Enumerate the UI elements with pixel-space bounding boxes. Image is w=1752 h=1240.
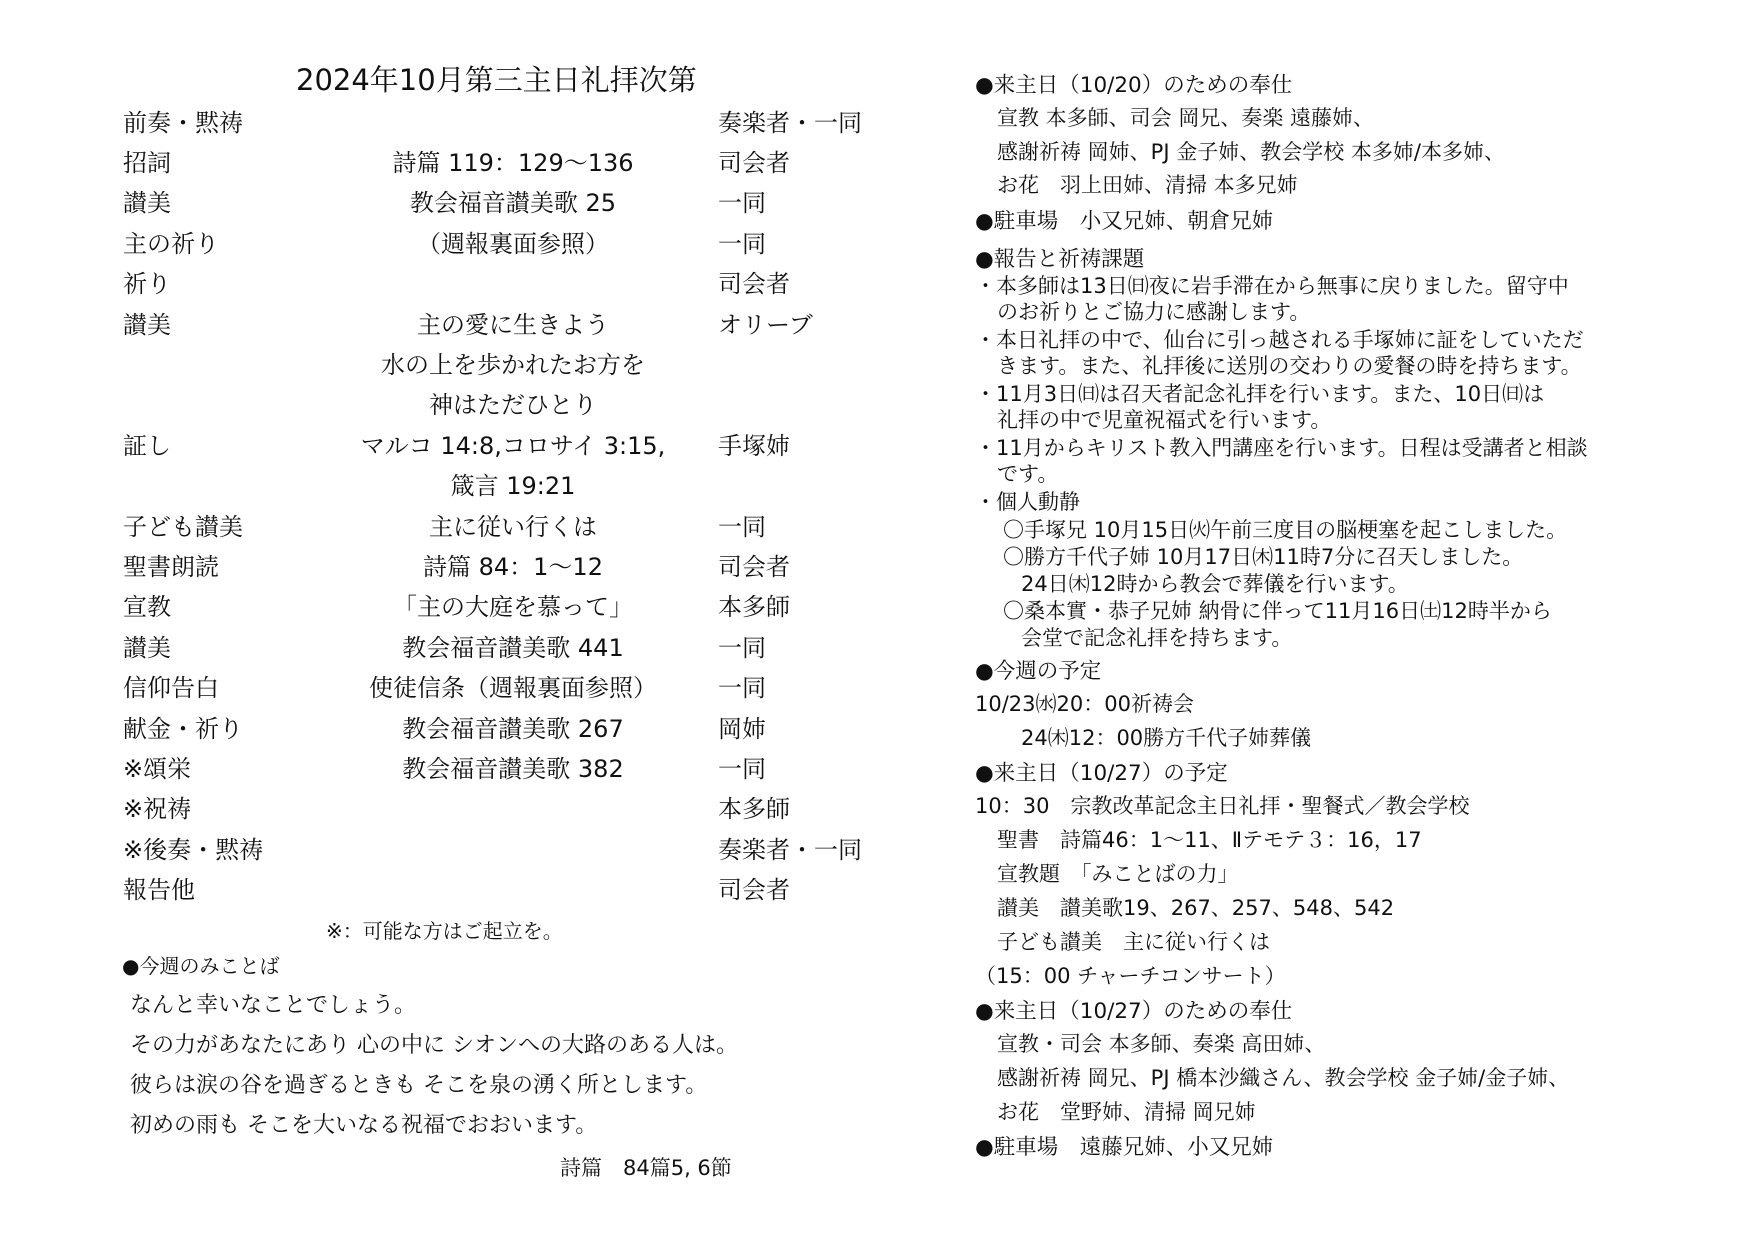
order-content: 教会福音讃美歌 25 xyxy=(409,189,617,218)
order-leader: 一同 xyxy=(718,754,766,783)
schedule-line: 10/23㈬20：00祈祷会 xyxy=(975,692,1194,716)
order-item: ※頌栄 xyxy=(123,754,192,783)
order-row xyxy=(123,787,843,827)
service-1027-line: お花 堂野姉、清掃 岡兄姉 xyxy=(997,1100,1256,1124)
order-content: 詩篇 119：129～136 xyxy=(392,149,634,178)
order-leader: オリーブ xyxy=(718,310,813,339)
verse-line: その力があなたにあり 心の中に シオンへの大路のある人は。 xyxy=(130,1033,738,1058)
report-line: 礼拝の中で児童祝福式を行います。 xyxy=(997,408,1332,432)
order-content: 使徒信条（週報裏面参照） xyxy=(369,674,657,703)
report-line: 会堂で記念礼拝を持ちます。 xyxy=(1021,626,1293,650)
order-item: 前奏・黙祷 xyxy=(123,108,243,137)
order-item: 信仰告白 xyxy=(123,674,219,703)
report-line: 〇勝方千代子姉 10月17日㈭11時7分に召天しました。 xyxy=(1003,545,1524,569)
order-leader: 手塚姉 xyxy=(718,431,790,460)
verse-line: 初めの雨も そこを大いなる祝福でおおいます。 xyxy=(130,1113,598,1138)
order-row xyxy=(123,504,843,544)
order-row xyxy=(123,706,843,746)
order-row xyxy=(123,383,843,423)
next-1027-heading: ●来主日（10/27）の予定 xyxy=(975,761,1228,786)
order-row xyxy=(123,262,843,302)
order-leader: 司会者 xyxy=(718,552,790,581)
weekly-word-heading: ●今週のみことば xyxy=(122,954,280,978)
service-1027-line: 宣教・司会 本多師、奏楽 高田姉、 xyxy=(997,1032,1326,1056)
order-row xyxy=(123,181,843,221)
order-row xyxy=(123,867,843,907)
service-1020-line: 感謝祈祷 岡姉、PJ 金子姉、教会学校 本多姉/本多姉、 xyxy=(997,140,1505,164)
order-item: 子ども讃美 xyxy=(123,512,243,541)
order-leader: 一同 xyxy=(718,633,766,662)
order-content: 主の愛に生きよう xyxy=(417,310,609,339)
order-row xyxy=(123,140,843,180)
report-line: ・本日礼拝の中で、仙台に引っ越される手塚姉に証をしていただ xyxy=(975,328,1584,352)
order-row xyxy=(123,665,843,705)
report-line: です。 xyxy=(997,462,1059,486)
order-leader: 一同 xyxy=(718,229,766,258)
order-of-service xyxy=(123,100,862,908)
week-schedule-heading: ●今週の予定 xyxy=(975,659,1102,684)
order-item: 証し xyxy=(123,431,171,460)
order-leader: 奏楽者・一同 xyxy=(718,108,862,137)
order-leader: 本多師 xyxy=(718,795,790,824)
schedule-line: 24㈭12：00勝方千代子姉葬儀 xyxy=(1021,726,1312,750)
weekly-word-text xyxy=(130,988,830,1148)
order-leader: 奏楽者・一同 xyxy=(718,835,862,864)
report-line: ・11月からキリスト教入門講座を行います。日程は受講者と相談 xyxy=(975,436,1588,460)
order-content: 教会福音讃美歌 441 xyxy=(402,633,624,662)
parking-1: ●駐車場 小又兄姉、朝倉兄姉 xyxy=(975,209,1274,234)
order-content: 教会福音讃美歌 267 xyxy=(402,714,624,743)
order-row xyxy=(123,746,843,786)
next-1027-line: 子ども讃美 主に従い行くは xyxy=(997,930,1270,954)
order-row xyxy=(123,464,843,504)
order-content: マルコ 14:8,コロサイ 3:15, xyxy=(360,431,666,460)
report-line: ・本多師は13日㈰夜に岩手滞在から無事に戻りました。留守中 xyxy=(975,274,1569,298)
order-item: 聖書朗読 xyxy=(123,552,219,581)
next-1027-line: 聖書 詩篇46：1～11、Ⅱテモテ３：16，17 xyxy=(997,828,1422,852)
order-content: 教会福音讃美歌 382 xyxy=(402,754,624,783)
order-row xyxy=(123,423,843,463)
order-leader: 一同 xyxy=(718,189,766,218)
order-leader: 司会者 xyxy=(718,270,790,299)
order-item: ※後奏・黙祷 xyxy=(123,835,264,864)
order-leader: 一同 xyxy=(718,512,766,541)
report-line: ・個人動静 xyxy=(975,490,1080,514)
order-content: 箴言 19:21 xyxy=(450,472,576,501)
order-item: 祈り xyxy=(123,270,171,299)
order-item: 讃美 xyxy=(123,310,171,339)
order-leader: 岡姉 xyxy=(718,714,766,743)
order-content: 詩篇 84：1～12 xyxy=(423,552,603,581)
order-leader: 本多師 xyxy=(718,593,790,622)
report-line: きます。また、礼拝後に送別の交わりの愛餐の時を持ちます。 xyxy=(997,354,1582,378)
report-line: 〇桑本實・恭子兄姉 納骨に伴って11月16日㈯12時半から xyxy=(1003,599,1552,623)
order-content: 主に従い行くは xyxy=(429,512,597,541)
verse-reference: 詩篇 84篇5, 6節 xyxy=(560,1156,732,1180)
order-row xyxy=(123,342,843,382)
order-row xyxy=(123,544,843,584)
service-1020-line: 宣教 本多師、司会 岡兄、奏楽 遠藤姉、 xyxy=(997,106,1375,130)
service-1020-heading: ●来主日（10/20）のための奉仕 xyxy=(975,73,1293,98)
order-content: 「主の大庭を慕って」 xyxy=(393,593,633,622)
parking-2: ●駐車場 遠藤兄姉、小又兄姉 xyxy=(975,1135,1274,1160)
order-content: 神はただひとり xyxy=(429,391,597,420)
report-line: ・11月3日㈰は召天者記念礼拝を行います。また、10日㈰は xyxy=(975,382,1545,406)
order-leader: 一同 xyxy=(718,674,766,703)
order-leader: 司会者 xyxy=(718,149,790,178)
verse-line: 彼らは涙の谷を過ぎるときも そこを泉の湧く所とします。 xyxy=(130,1073,708,1098)
order-item: 報告他 xyxy=(123,876,195,905)
reports-heading: ●報告と祈祷課題 xyxy=(975,247,1145,272)
order-item: 讃美 xyxy=(123,189,171,218)
order-row xyxy=(123,585,843,625)
report-line: 24日㈭12時から教会で葬儀を行います。 xyxy=(1021,572,1409,596)
order-content: 水の上を歩かれたお方を xyxy=(381,351,645,380)
right-page xyxy=(975,0,1735,1240)
service-1027-heading: ●来主日（10/27）のための奉仕 xyxy=(975,999,1293,1024)
order-leader: 司会者 xyxy=(718,876,790,905)
next-1027-line: （15：00 チャーチコンサート） xyxy=(975,964,1286,988)
service-1020-line: お花 羽上田姉、清掃 本多兄姉 xyxy=(997,173,1298,197)
order-row xyxy=(123,100,862,140)
order-row xyxy=(123,827,862,867)
order-row xyxy=(123,302,843,342)
standing-note: ※：可能な方はご起立を。 xyxy=(326,919,563,943)
next-1027-line: 10：30 宗教改革記念主日礼拝・聖餐式／教会学校 xyxy=(975,794,1470,818)
order-item: 招詞 xyxy=(123,149,171,178)
next-1027-line: 宣教題 「みことばの力」 xyxy=(997,862,1239,886)
next-1027-line: 讃美 讃美歌19、267、257、548、542 xyxy=(997,896,1395,920)
verse-line: なんと幸いなことでしょう。 xyxy=(130,993,417,1018)
order-item: 宣教 xyxy=(123,593,171,622)
order-item: 讃美 xyxy=(123,633,171,662)
order-item: 主の祈り xyxy=(123,229,219,258)
order-item: 献金・祈り xyxy=(123,714,243,743)
report-line: のお祈りとご協力に感謝します。 xyxy=(997,300,1311,324)
report-line: 〇手塚兄 10月15日㈫午前三度目の脳梗塞を起こしました。 xyxy=(1003,518,1568,542)
order-row xyxy=(123,625,843,665)
order-content: （週報裏面参照） xyxy=(417,229,609,258)
page-title: 2024年10月第三主日礼拝次第 xyxy=(296,63,697,97)
service-1027-line: 感謝祈祷 岡兄、PJ 橋本沙織さん、教会学校 金子姉/金子姉、 xyxy=(997,1066,1570,1090)
order-row xyxy=(123,221,843,261)
order-item: ※祝祷 xyxy=(123,795,192,824)
